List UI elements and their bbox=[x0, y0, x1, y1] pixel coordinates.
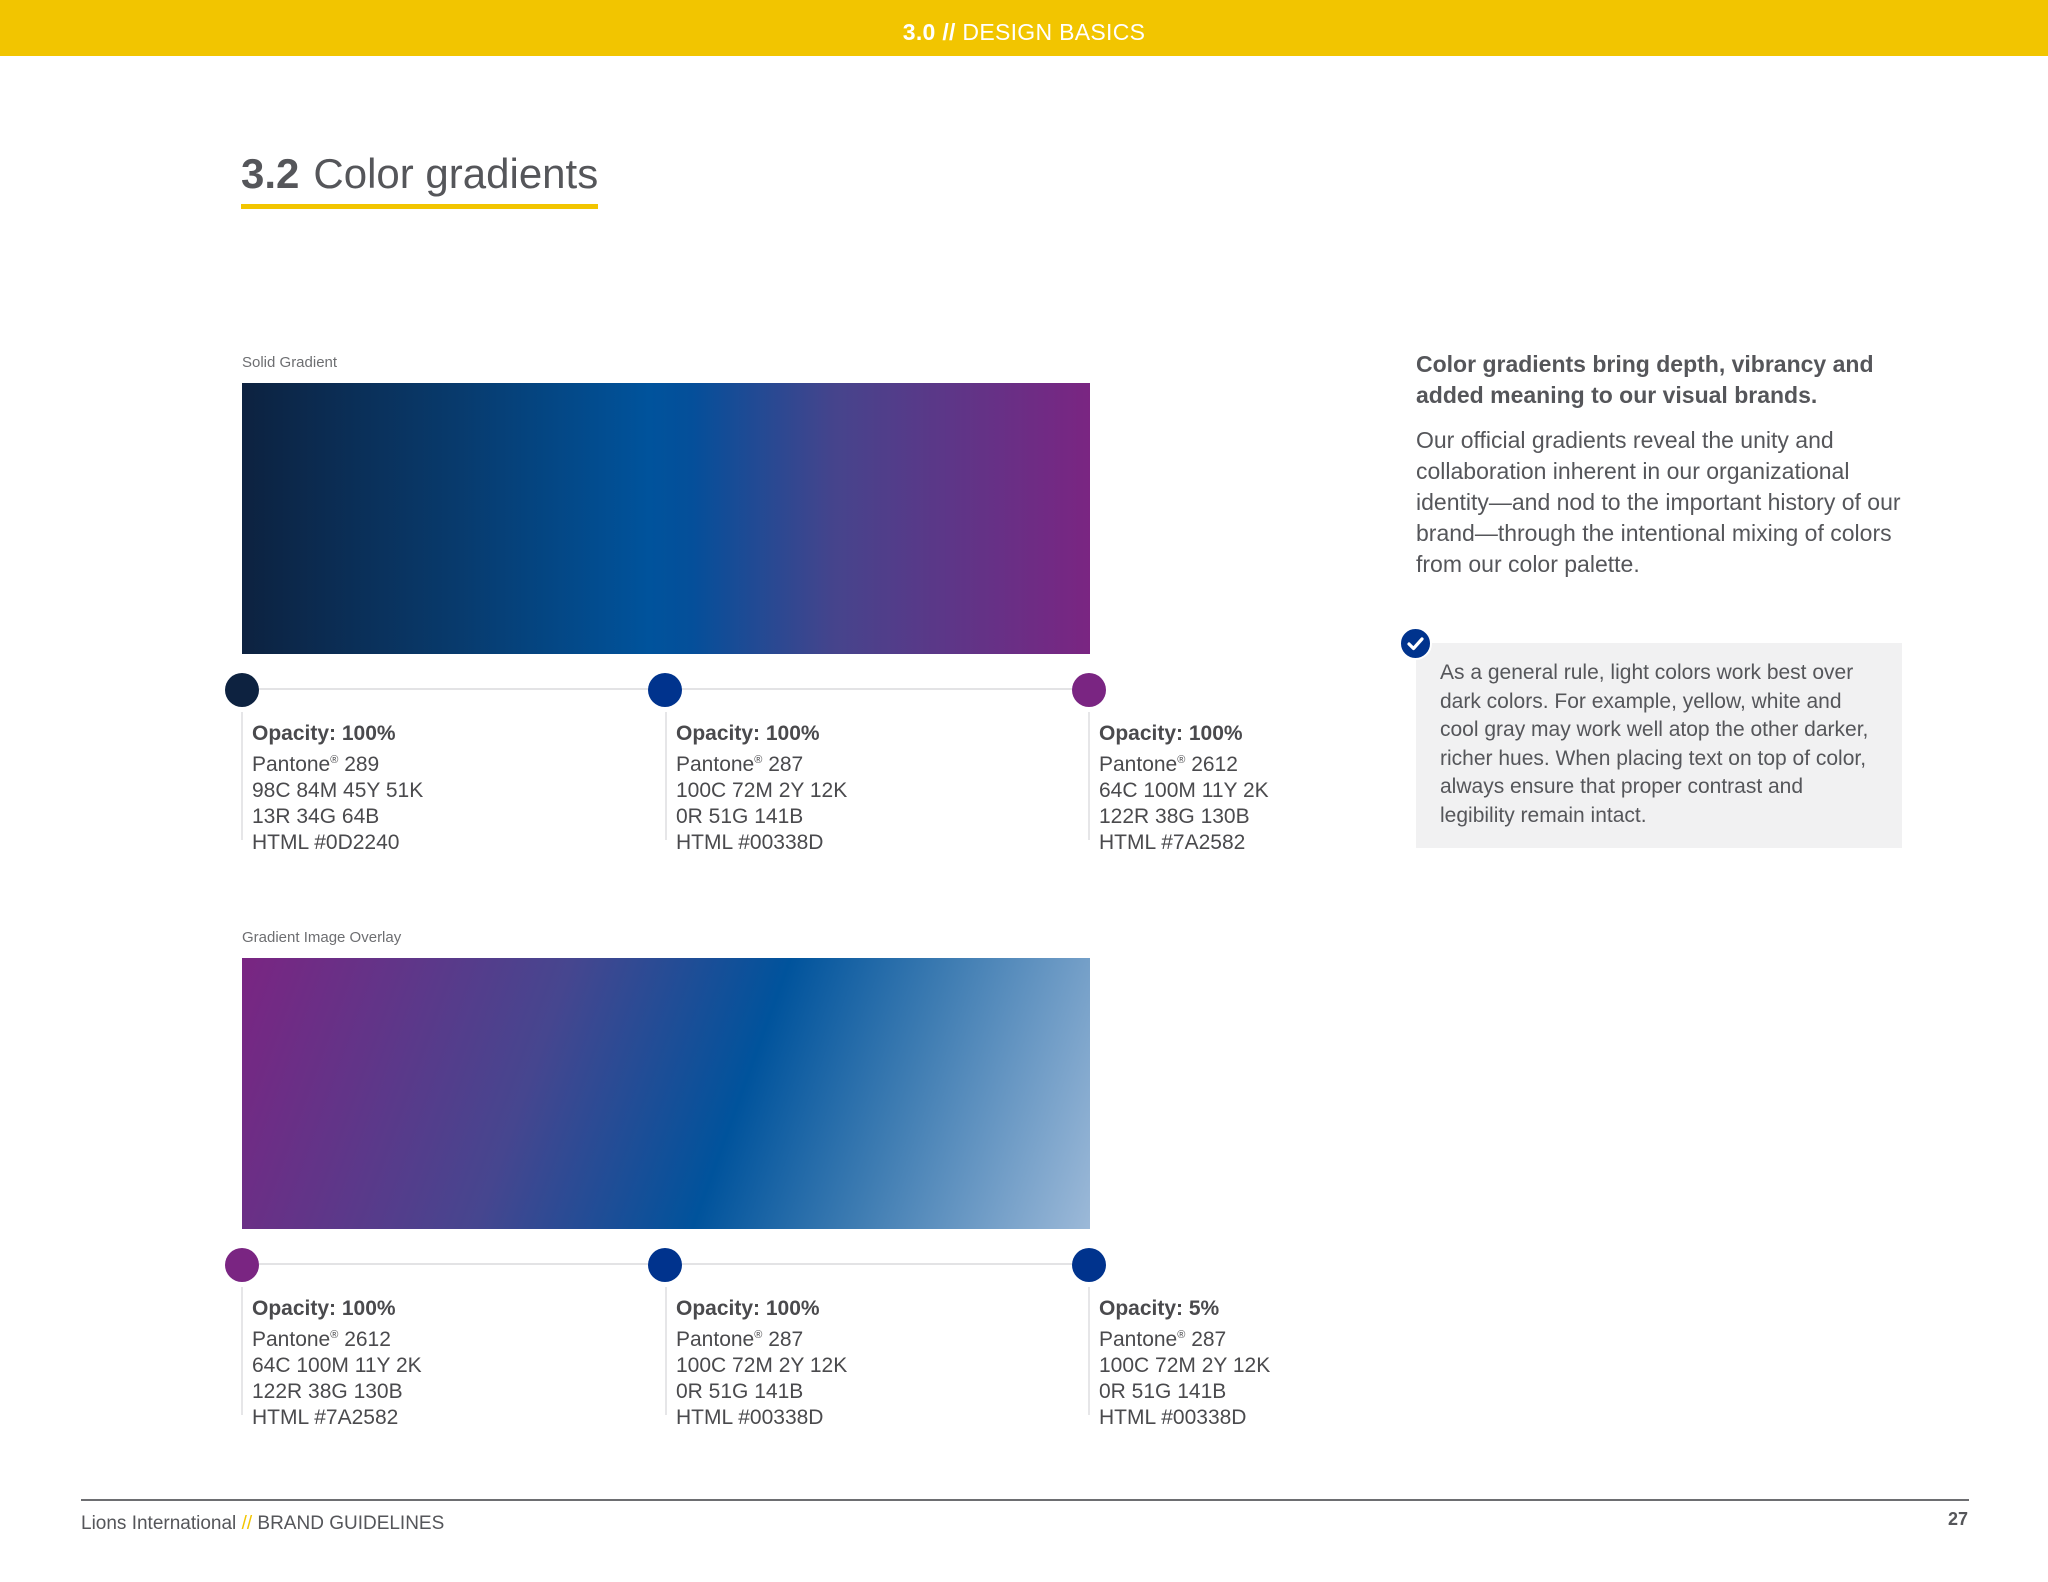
rgb-value: 122R 38G 130B bbox=[1099, 805, 1250, 828]
footer-credit bbox=[81, 1513, 444, 1535]
checkmark-icon bbox=[1399, 627, 1432, 660]
html-value: HTML #00338D bbox=[676, 1406, 824, 1429]
overlay-stop-2-spec bbox=[676, 1296, 847, 1431]
footer-org: Lions International bbox=[81, 1513, 237, 1534]
stop-stem bbox=[665, 1287, 667, 1415]
solid-stop-3-dot bbox=[1072, 673, 1106, 707]
pantone-value: Pantone® 287 bbox=[676, 753, 804, 776]
page-title-text: Color gradients bbox=[313, 150, 599, 197]
banner-separator: // bbox=[942, 19, 956, 45]
footer-divider bbox=[81, 1499, 1969, 1501]
overlay-stop-2-dot bbox=[648, 1248, 682, 1282]
cmyk-value: 64C 100M 11Y 2K bbox=[252, 1354, 422, 1377]
rgb-value: 0R 51G 141B bbox=[676, 805, 804, 828]
solid-stop-1-dot bbox=[225, 673, 259, 707]
aside-heading: Color gradients bring depth, vibrancy and added meaning to our visual brands. bbox=[1416, 351, 1874, 408]
aside-body-text: Our official gradients reveal the unity and collaboration inherent in our organizational identity—and nod to the important history of our brand—through the intentional mixing of colors from our color palette. bbox=[1416, 427, 1901, 577]
rgb-value: 13R 34G 64B bbox=[252, 805, 380, 828]
opacity-value: Opacity: 5% bbox=[1099, 1297, 1220, 1320]
solid-gradient-swatch bbox=[242, 383, 1090, 654]
rgb-value: 0R 51G 141B bbox=[676, 1380, 804, 1403]
rgb-value: 0R 51G 141B bbox=[1099, 1380, 1227, 1403]
stop-stem bbox=[665, 712, 667, 840]
overlay-stop-3-spec bbox=[1099, 1296, 1270, 1431]
html-value: HTML #0D2240 bbox=[252, 831, 400, 854]
pantone-value: Pantone® 287 bbox=[676, 1328, 804, 1351]
solid-gradient-label: Solid Gradient bbox=[242, 354, 338, 371]
solid-stop-2-dot bbox=[648, 673, 682, 707]
stop-stem bbox=[1088, 712, 1090, 840]
banner-section-title: DESIGN BASICS bbox=[962, 19, 1146, 45]
rgb-value: 122R 38G 130B bbox=[252, 1380, 403, 1403]
overlay-gradient-swatch bbox=[242, 958, 1090, 1229]
solid-stop-2-spec bbox=[676, 721, 847, 856]
page-title bbox=[241, 150, 598, 209]
cmyk-value: 98C 84M 45Y 51K bbox=[252, 779, 424, 802]
tip-text: As a general rule, light colors work best over dark colors. For example, yellow, white and cool gray may work well atop the other darker, richer hues. When placing text on top of color, always ensure that proper contrast and legibility remain intact. bbox=[1440, 661, 1869, 827]
solid-stop-1-spec bbox=[252, 721, 423, 856]
footer-doc: BRAND GUIDELINES bbox=[257, 1513, 445, 1534]
html-value: HTML #00338D bbox=[1099, 1406, 1247, 1429]
opacity-value: Opacity: 100% bbox=[1099, 722, 1243, 745]
pantone-value: Pantone® 2612 bbox=[252, 1328, 391, 1351]
opacity-value: Opacity: 100% bbox=[252, 722, 396, 745]
page-title-number: 3.2 bbox=[241, 150, 300, 197]
tip-box bbox=[1416, 643, 1902, 848]
cmyk-value: 100C 72M 2Y 12K bbox=[676, 1354, 848, 1377]
html-value: HTML #00338D bbox=[676, 831, 824, 854]
stop-stem bbox=[1088, 1287, 1090, 1415]
overlay-gradient-label: Gradient Image Overlay bbox=[242, 929, 402, 946]
banner-section-number: 3.0 bbox=[902, 19, 936, 45]
overlay-stop-3-dot bbox=[1072, 1248, 1106, 1282]
html-value: HTML #7A2582 bbox=[1099, 831, 1246, 854]
cmyk-value: 100C 72M 2Y 12K bbox=[676, 779, 848, 802]
pantone-value: Pantone® 287 bbox=[1099, 1328, 1227, 1351]
pantone-value: Pantone® 2612 bbox=[1099, 753, 1238, 776]
opacity-value: Opacity: 100% bbox=[676, 722, 820, 745]
cmyk-value: 64C 100M 11Y 2K bbox=[1099, 779, 1269, 802]
opacity-value: Opacity: 100% bbox=[676, 1297, 820, 1320]
overlay-stop-1-spec bbox=[252, 1296, 422, 1431]
stop-stem bbox=[241, 1287, 243, 1415]
cmyk-value: 100C 72M 2Y 12K bbox=[1099, 1354, 1271, 1377]
pantone-value: Pantone® 289 bbox=[252, 753, 380, 776]
stop-stem bbox=[241, 712, 243, 840]
html-value: HTML #7A2582 bbox=[252, 1406, 399, 1429]
footer-separator: // bbox=[241, 1513, 253, 1534]
opacity-value: Opacity: 100% bbox=[252, 1297, 396, 1320]
overlay-stop-1-dot bbox=[225, 1248, 259, 1282]
top-banner bbox=[0, 0, 2048, 56]
page-number: 27 bbox=[1947, 1509, 1968, 1529]
solid-stop-3-spec bbox=[1099, 721, 1269, 856]
